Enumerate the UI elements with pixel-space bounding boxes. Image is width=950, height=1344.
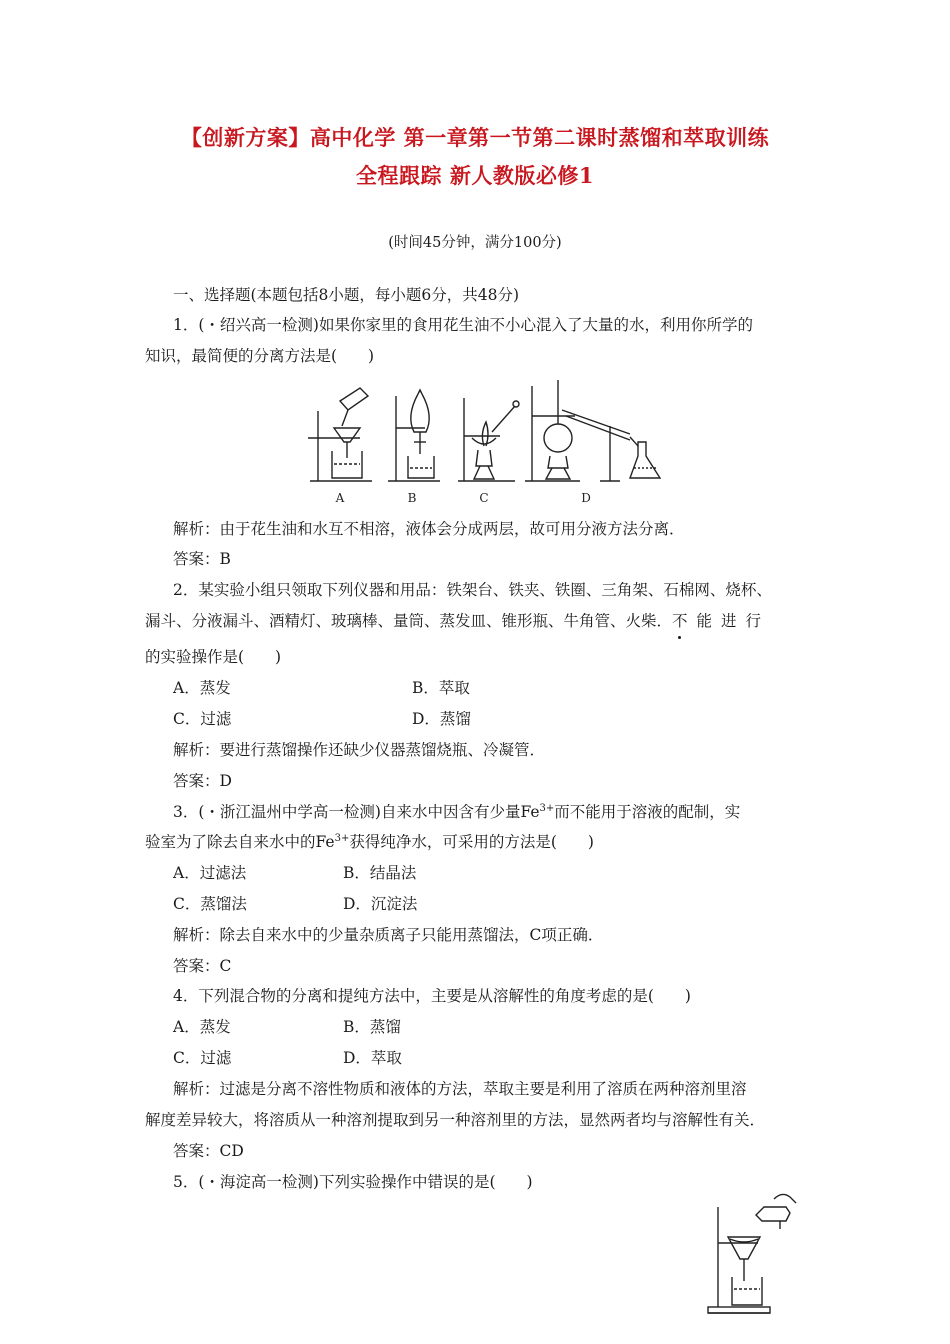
q4-option-a: A．蒸发: [173, 1018, 231, 1036]
q3-analysis: 解析：除去自来水中的少量杂质离子只能用蒸馏法，C项正确．: [173, 926, 604, 944]
q3-stem-line2-b: 获得纯净水，可采用的方法是( ): [349, 833, 594, 851]
apparatus-label-b: B: [407, 491, 417, 505]
q4-analysis-line1: 解析：过滤是分离不溶性物质和液体的方法，萃取主要是利用了溶质在两种溶剂里溶: [173, 1080, 747, 1098]
section-heading: 一、选择题(本题包括8小题，每小题6分，共48分): [173, 286, 520, 304]
q3-option-a: A．过滤法: [173, 864, 247, 882]
q2-option-b: B．萃取: [412, 679, 470, 697]
q4-answer: 答案：CD: [173, 1142, 244, 1160]
q3-stem-line2-a: 验室为了除去自来水中的Fe: [145, 833, 335, 851]
q1-apparatus-figure: [300, 376, 670, 506]
q2-option-c: C．过滤: [173, 710, 232, 728]
q3-stem-line1: [173, 801, 740, 823]
apparatus-c-evaporation: [458, 398, 519, 481]
apparatus-label-d: D: [581, 491, 591, 505]
q3-ion-charge-1: 3+: [539, 802, 555, 814]
q3-ion-charge-2: 3+: [334, 832, 350, 844]
q2-stem-line2-text: 漏斗、分液漏斗、酒精灯、玻璃棒、量筒、蒸发皿、锥形瓶、牛角管、火柴．: [145, 612, 673, 630]
q4-option-d: D．萃取: [343, 1049, 402, 1067]
apparatus-d-distillation: [525, 380, 660, 481]
q3-option-d: D．沉淀法: [343, 895, 418, 913]
q3-stem-line1-a: 3．(・浙江温州中学高一检测)自来水中因含有少量Fe: [173, 803, 540, 821]
q3-option-b: B．结晶法: [343, 864, 417, 882]
q2-stem-line2: [145, 610, 770, 632]
q3-option-c: C．蒸馏法: [173, 895, 247, 913]
q3-stem-line2: [145, 831, 594, 853]
apparatus-label-c: C: [479, 491, 489, 505]
q4-option-c: C．过滤: [173, 1049, 232, 1067]
q3-stem-line1-b: 而不能用于溶液的配制，实: [554, 803, 741, 821]
q1-answer: 答案：B: [173, 550, 231, 568]
q4-analysis-line2: 解度差异较大，将溶质从一种溶剂提取到另一种溶剂里的方法，显然两者均与溶解性有关．: [145, 1111, 766, 1129]
q1-stem-line1: 1．(・绍兴高一检测)如果你家里的食用花生油不小心混入了大量的水，利用你所学的: [173, 316, 753, 334]
time-score-note: (时间45分钟，满分100分): [388, 235, 562, 251]
q2-option-a: A．蒸发: [173, 679, 231, 697]
q4-stem: 4．下列混合物的分离和提纯方法中，主要是从溶解性的角度考虑的是( ): [173, 987, 691, 1005]
q3-answer: 答案：C: [173, 957, 232, 975]
apparatus-label-a: A: [335, 491, 345, 505]
apparatus-b-separatory-funnel: [388, 390, 440, 481]
document-title-line1: 【创新方案】高中化学 第一章第一节第二课时蒸馏和萃取训练: [180, 125, 770, 150]
q2-stem-line3: 的实验操作是( ): [145, 648, 282, 666]
q2-emphasis-not: 不: [672, 612, 688, 630]
q2-analysis: 解析：要进行蒸馏操作还缺少仪器蒸馏烧瓶、冷凝管．: [173, 741, 546, 759]
q2-option-d: D．蒸馏: [412, 710, 471, 728]
q4-option-b: B．蒸馏: [343, 1018, 401, 1036]
q1-stem-line2: 知识，最简便的分离方法是( ): [145, 347, 375, 365]
q1-analysis: 解析：由于花生油和水互不相溶，液体会分成两层，故可用分液方法分离．: [173, 520, 685, 538]
apparatus-a-filtration: [308, 388, 372, 481]
q5-filtration-figure: [700, 1185, 810, 1320]
q5-stem: 5．(・海淀高一检测)下列实验操作中错误的是( ): [173, 1173, 533, 1191]
q2-answer: 答案：D: [173, 772, 232, 790]
document-title-line2: 全程跟踪 新人教版必修1: [356, 163, 594, 188]
q2-stem-line2-tail: 能进行: [696, 612, 771, 630]
q2-stem-line1: 2．某实验小组只领取下列仪器和用品：铁架台、铁夹、铁圈、三角架、石棉网、烧杯、: [173, 581, 772, 599]
